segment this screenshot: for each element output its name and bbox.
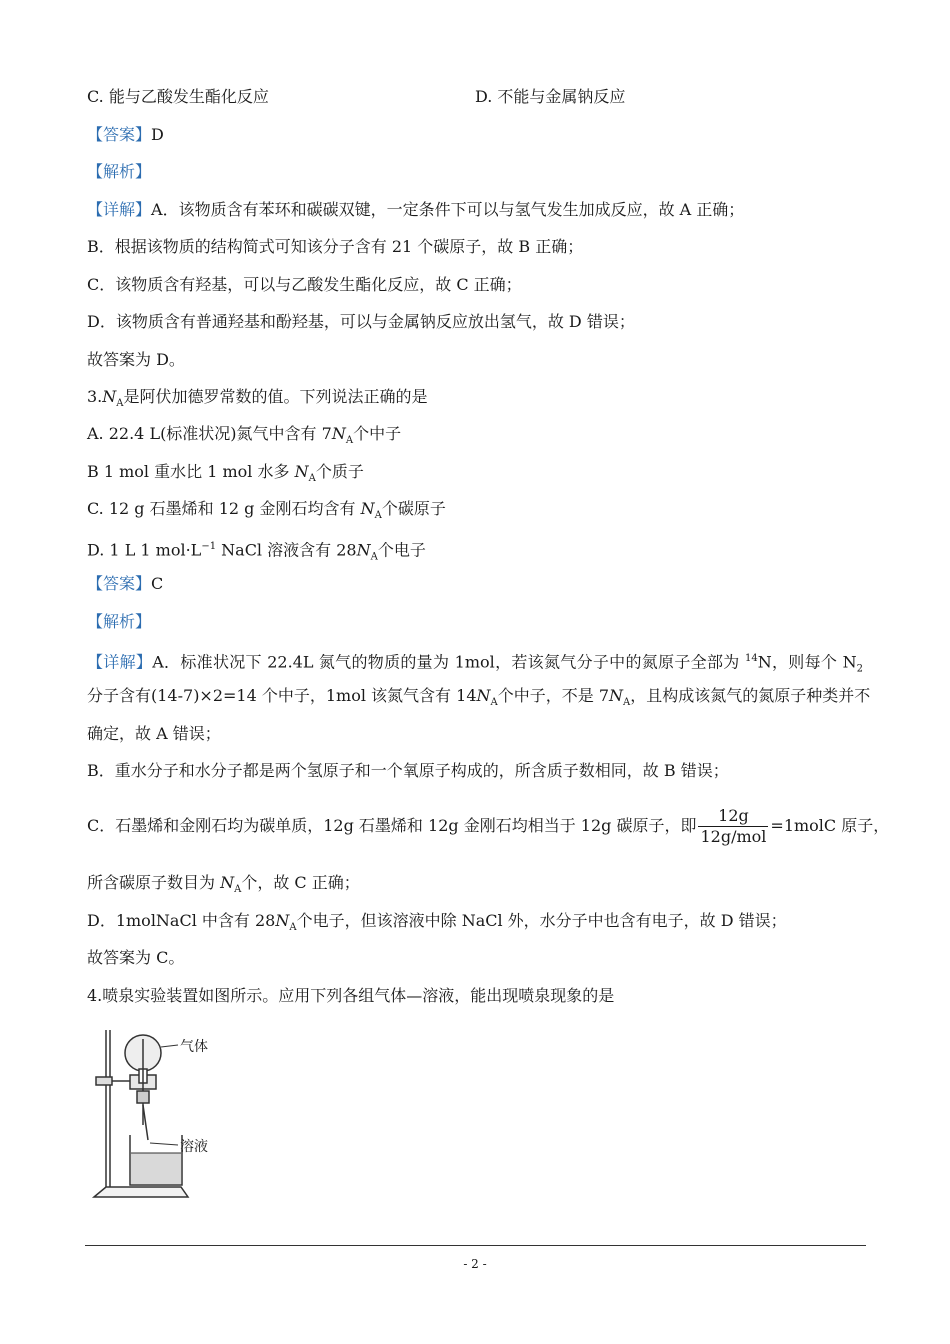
q2-detail-a: 【详解】A．该物质含有苯环和碳碳双键，一定条件下可以与氢气发生加成反应，故 A 正确； [87, 200, 745, 219]
q3-option-c: C. 12 g 石墨烯和 12 g 金刚石均含有 $N_A$个碳原子 [87, 499, 446, 522]
answer-tag: 【答案】 [87, 574, 152, 593]
q3-detail-d: D．1molNaCl 中含有 $28N_A$个电子，但该溶液中除 NaCl 外，水分子中也含有电子，故 D 错误； [87, 911, 787, 934]
q4-stem: 4.喷泉实验装置如图所示。应用下列各组气体—溶液，能出现喷泉现象的是 [87, 986, 615, 1005]
q3-analysis-tag: 【解析】 [87, 612, 152, 631]
q3-option-d: D. 1 L 1 $mol\cdot L^{-1}$ NaCl 溶液含有 $28N_A$个电子 [87, 540, 426, 563]
q3-detail-b: B．重水分子和水分子都是两个氢原子和一个氧原子构成的，所含质子数相同，故 B 错误； [87, 761, 729, 780]
q2-option-d: D. 不能与金属钠反应 [475, 87, 626, 106]
q3-detail-a-line3: 确定，故 A 错误； [87, 724, 221, 743]
fraction: $\frac{12g}{\text{12g/mol}}$ [700, 806, 767, 846]
q3-detail-a-line2: 分子含有(14-7)×2=14 个中子，1mol 该氮气含有 $14N_A$个中子，不是 $7N_A$，且构成该氮气的氮原子种类并不 [87, 686, 871, 709]
q2-analysis-tag: 【解析】 [87, 162, 152, 181]
q3-option-b: B 1 mol 重水比 1 mol 水多 $N_A$个质子 [87, 462, 364, 485]
q3-detail-c-line1: C．石墨烯和金刚石均为碳单质，12g 石墨烯和 12g 金刚石均相当于 12g 碳原子，即 $\frac{12g}{\text{12g/mol}}$ =1molC 原子， [87, 806, 890, 846]
q3-detail-c-line2: 所含碳原子数目为 $N_A$个，故 C 正确； [87, 873, 360, 896]
q3-detail-a-line1: 【详解】A．标准状况下 22.4L 氮气的物质的量为 1mol，若该氮气分子中的氮原子全部为 $^{14}$N，则每个 $N_2$ [87, 652, 863, 675]
answer-tag: 【答案】 [87, 125, 152, 144]
q3-stem: $3.N_A$是阿伏加德罗常数的值。下列说法正确的是 [87, 387, 428, 410]
q2-detail-b: B．根据该物质的结构简式可知该分子含有 21 个碳原子，故 B 正确； [87, 237, 584, 256]
detail-tag: 【详解】 [87, 652, 153, 672]
q2-option-c: C. 能与乙酸发生酯化反应 [87, 87, 269, 106]
q2-conclusion: 故答案为 D。 [87, 350, 185, 369]
q2-detail-d: D．该物质含有普通羟基和酚羟基，可以与金属钠反应放出氢气，故 D 错误； [87, 312, 635, 331]
q3-answer: 【答案】C [87, 574, 164, 593]
q3-option-a: A. 22.4 L(标准状况)氮气中含有 $7N_A$个中子 [87, 424, 402, 447]
footer-rule [85, 1245, 866, 1246]
fountain-apparatus-figure [86, 1025, 236, 1205]
page-number: - 2 - [463, 1257, 487, 1271]
label-gas: 气体 [180, 1039, 208, 1055]
q3-conclusion: 故答案为 C。 [87, 948, 185, 967]
detail-tag: 【详解】 [87, 200, 152, 219]
q2-answer: 【答案】D [87, 125, 164, 144]
label-solution: 溶液 [180, 1139, 208, 1155]
q2-detail-c: C．该物质含有羟基，可以与乙酸发生酯化反应，故 C 正确； [87, 275, 522, 294]
